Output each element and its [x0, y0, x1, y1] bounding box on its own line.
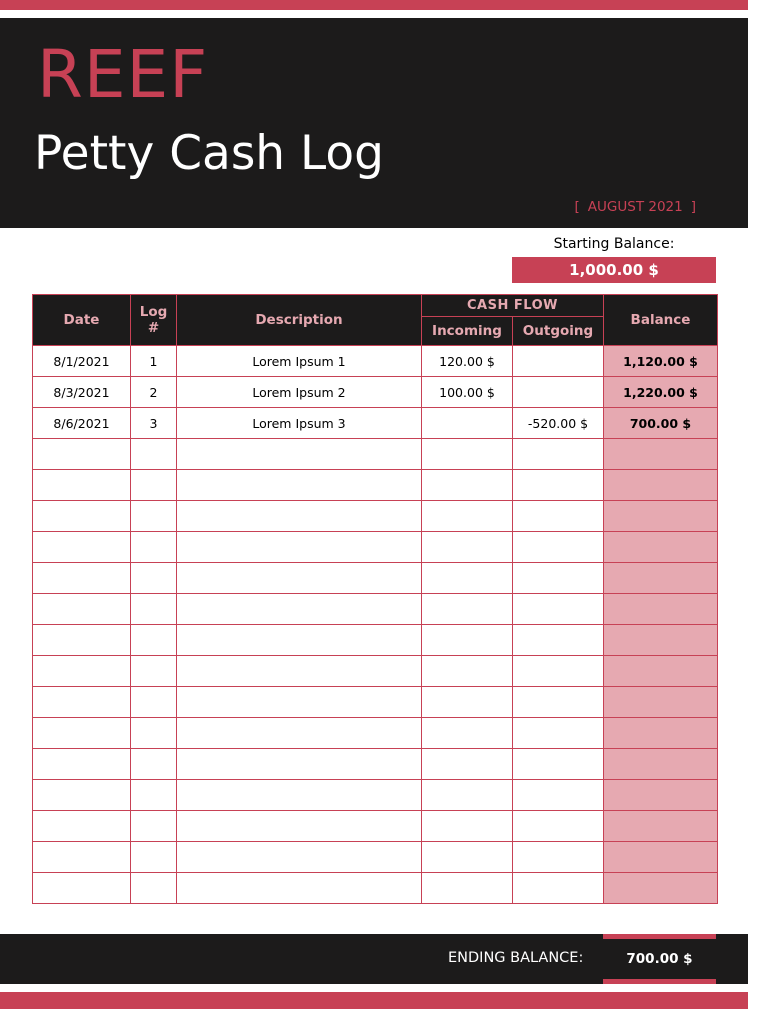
- petty-cash-table: [32, 294, 718, 904]
- period-close-bracket: ]: [690, 199, 696, 215]
- cell-incoming[interactable]: [422, 780, 513, 811]
- table-row: [33, 873, 718, 904]
- cell-incoming[interactable]: [422, 501, 513, 532]
- header-date: Date: [33, 295, 131, 346]
- table-row: [33, 656, 718, 687]
- cell-incoming[interactable]: [422, 439, 513, 470]
- starting-balance-label: Starting Balance:: [553, 236, 675, 252]
- cell-incoming[interactable]: [422, 811, 513, 842]
- table-row: [33, 718, 718, 749]
- page-title: Petty Cash Log: [34, 126, 384, 181]
- cell-date[interactable]: [33, 439, 131, 470]
- cell-date[interactable]: [33, 718, 131, 749]
- cell-description[interactable]: [177, 532, 422, 563]
- cell-outgoing[interactable]: [513, 873, 604, 904]
- cell-description[interactable]: [177, 501, 422, 532]
- cell-log-number[interactable]: [131, 439, 177, 470]
- table-row: [33, 811, 718, 842]
- cell-balance[interactable]: [604, 811, 718, 842]
- cell-outgoing[interactable]: [513, 532, 604, 563]
- cell-log-number[interactable]: [131, 532, 177, 563]
- cell-log-number[interactable]: [131, 780, 177, 811]
- cell-outgoing[interactable]: [513, 780, 604, 811]
- cell-outgoing[interactable]: [513, 563, 604, 594]
- cell-balance[interactable]: [604, 749, 718, 780]
- header-description: Description: [177, 295, 422, 346]
- header-log-line2: #: [147, 320, 160, 336]
- cell-description[interactable]: [177, 470, 422, 501]
- cell-log-number[interactable]: [131, 501, 177, 532]
- header-log-number: [131, 295, 177, 346]
- table-row: [33, 563, 718, 594]
- header-balance: Balance: [604, 295, 718, 346]
- cell-outgoing[interactable]: [513, 687, 604, 718]
- cell-incoming[interactable]: [422, 749, 513, 780]
- cell-balance[interactable]: [604, 656, 718, 687]
- table-row: [33, 408, 718, 439]
- cell-description[interactable]: Lorem Ipsum 1: [177, 346, 422, 377]
- cell-outgoing[interactable]: [513, 842, 604, 873]
- period-text: AUGUST 2021: [587, 199, 683, 215]
- ending-balance-value: 700.00 $: [626, 951, 693, 967]
- period-open-bracket: [: [574, 199, 580, 215]
- header-log-line1: Log: [139, 304, 168, 320]
- cell-description[interactable]: [177, 625, 422, 656]
- cell-date[interactable]: [33, 656, 131, 687]
- cell-date[interactable]: [33, 532, 131, 563]
- cell-date[interactable]: [33, 563, 131, 594]
- cell-log-number[interactable]: [131, 594, 177, 625]
- header-incoming: Incoming: [422, 317, 513, 346]
- table-row: [33, 687, 718, 718]
- table-row: [33, 532, 718, 563]
- cell-incoming[interactable]: [422, 687, 513, 718]
- bottom-accent-stripe: [0, 992, 748, 1009]
- cell-outgoing[interactable]: [513, 594, 604, 625]
- cell-incoming[interactable]: 120.00 $: [422, 346, 513, 377]
- cell-balance[interactable]: 700.00 $: [604, 408, 718, 439]
- cell-balance[interactable]: 1,220.00 $: [604, 377, 718, 408]
- cell-outgoing[interactable]: [513, 811, 604, 842]
- table-row: [33, 625, 718, 656]
- cell-date[interactable]: 8/1/2021: [33, 346, 131, 377]
- cell-incoming[interactable]: [422, 842, 513, 873]
- table-row: [33, 842, 718, 873]
- cell-balance[interactable]: [604, 563, 718, 594]
- cell-description[interactable]: [177, 718, 422, 749]
- cell-balance[interactable]: [604, 439, 718, 470]
- cell-balance[interactable]: [604, 842, 718, 873]
- cell-balance[interactable]: [604, 594, 718, 625]
- cell-balance[interactable]: [604, 470, 718, 501]
- cell-date[interactable]: [33, 625, 131, 656]
- cell-description[interactable]: [177, 656, 422, 687]
- table-row: [33, 594, 718, 625]
- cell-log-number[interactable]: [131, 873, 177, 904]
- cell-outgoing[interactable]: -520.00 $: [513, 408, 604, 439]
- cell-outgoing[interactable]: [513, 749, 604, 780]
- cell-log-number[interactable]: 1: [131, 346, 177, 377]
- cell-incoming[interactable]: [422, 532, 513, 563]
- cell-log-number[interactable]: [131, 470, 177, 501]
- cell-date[interactable]: [33, 501, 131, 532]
- cell-date[interactable]: [33, 687, 131, 718]
- table-row: [33, 501, 718, 532]
- cell-balance[interactable]: [604, 501, 718, 532]
- cell-date[interactable]: [33, 873, 131, 904]
- cell-incoming[interactable]: 100.00 $: [422, 377, 513, 408]
- cell-outgoing[interactable]: [513, 718, 604, 749]
- starting-balance-value: 1,000.00 $: [512, 257, 716, 283]
- cell-outgoing[interactable]: [513, 501, 604, 532]
- cell-outgoing[interactable]: [513, 346, 604, 377]
- cell-incoming[interactable]: [422, 718, 513, 749]
- cell-date[interactable]: [33, 470, 131, 501]
- cell-description[interactable]: [177, 439, 422, 470]
- cell-description[interactable]: [177, 780, 422, 811]
- cell-incoming[interactable]: [422, 625, 513, 656]
- cell-incoming[interactable]: [422, 408, 513, 439]
- cell-description[interactable]: [177, 811, 422, 842]
- cell-log-number[interactable]: [131, 718, 177, 749]
- ending-balance-label: ENDING BALANCE:: [448, 950, 584, 966]
- cell-outgoing[interactable]: [513, 470, 604, 501]
- table-row: [33, 439, 718, 470]
- table-row: [33, 346, 718, 377]
- cell-date[interactable]: [33, 842, 131, 873]
- cell-incoming[interactable]: [422, 873, 513, 904]
- cell-description[interactable]: [177, 842, 422, 873]
- cell-incoming[interactable]: [422, 656, 513, 687]
- cell-log-number[interactable]: 2: [131, 377, 177, 408]
- cell-description[interactable]: Lorem Ipsum 2: [177, 377, 422, 408]
- cell-incoming[interactable]: [422, 594, 513, 625]
- cell-date[interactable]: [33, 780, 131, 811]
- cell-description[interactable]: [177, 749, 422, 780]
- table-row: [33, 470, 718, 501]
- header-outgoing: Outgoing: [513, 317, 604, 346]
- cell-balance[interactable]: [604, 625, 718, 656]
- cell-outgoing[interactable]: [513, 656, 604, 687]
- brand-name: REEF: [37, 36, 209, 113]
- period-label: [575, 201, 696, 215]
- cell-log-number[interactable]: [131, 687, 177, 718]
- header-cash-flow: CASH FLOW: [422, 295, 604, 317]
- cell-description[interactable]: [177, 594, 422, 625]
- cell-incoming[interactable]: [422, 470, 513, 501]
- cell-outgoing[interactable]: [513, 439, 604, 470]
- cell-outgoing[interactable]: [513, 377, 604, 408]
- cell-balance[interactable]: [604, 873, 718, 904]
- ending-balance-bottom-rule: [603, 979, 716, 984]
- cell-date[interactable]: 8/3/2021: [33, 377, 131, 408]
- cell-log-number[interactable]: [131, 842, 177, 873]
- cell-log-number[interactable]: 3: [131, 408, 177, 439]
- cell-date[interactable]: [33, 811, 131, 842]
- table-row: [33, 780, 718, 811]
- cell-date[interactable]: [33, 594, 131, 625]
- cell-balance[interactable]: [604, 780, 718, 811]
- cell-log-number[interactable]: [131, 656, 177, 687]
- cell-log-number[interactable]: [131, 811, 177, 842]
- cell-balance[interactable]: [604, 718, 718, 749]
- cell-log-number[interactable]: [131, 749, 177, 780]
- cell-description[interactable]: Lorem Ipsum 3: [177, 408, 422, 439]
- cell-log-number[interactable]: [131, 625, 177, 656]
- cell-balance[interactable]: [604, 532, 718, 563]
- cell-description[interactable]: [177, 687, 422, 718]
- top-accent-stripe: [0, 0, 748, 10]
- cell-date[interactable]: 8/6/2021: [33, 408, 131, 439]
- ending-balance-box: [603, 934, 716, 984]
- table-row: [33, 377, 718, 408]
- cell-description[interactable]: [177, 563, 422, 594]
- cell-log-number[interactable]: [131, 563, 177, 594]
- cell-description[interactable]: [177, 873, 422, 904]
- cell-incoming[interactable]: [422, 563, 513, 594]
- cell-balance[interactable]: [604, 687, 718, 718]
- cell-balance[interactable]: 1,120.00 $: [604, 346, 718, 377]
- cell-date[interactable]: [33, 749, 131, 780]
- cell-outgoing[interactable]: [513, 625, 604, 656]
- table-row: [33, 749, 718, 780]
